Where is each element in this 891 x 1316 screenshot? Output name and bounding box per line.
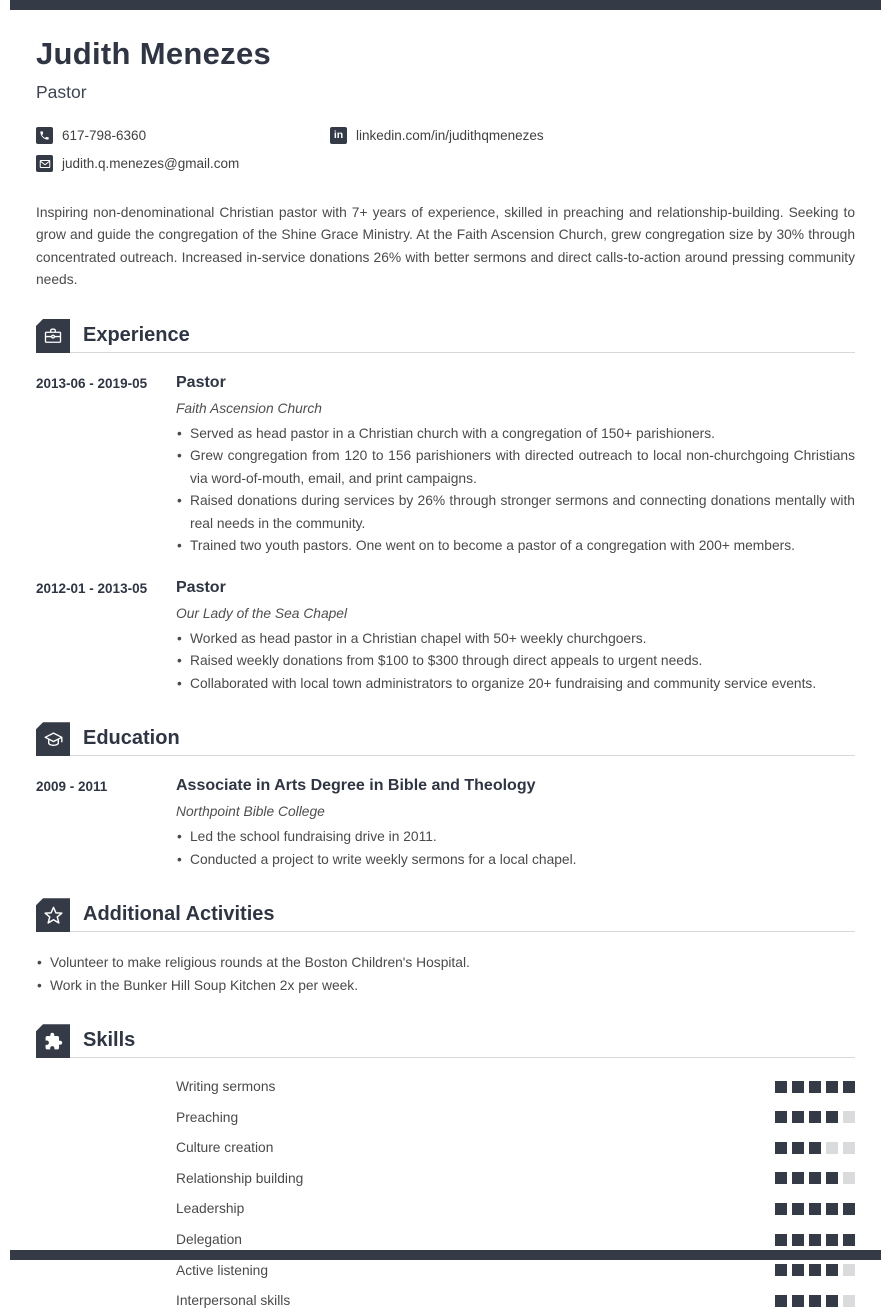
skill-row xyxy=(176,1132,855,1163)
skill-row xyxy=(176,1194,855,1225)
rating-square xyxy=(775,1142,787,1154)
skill-name: Culture creation xyxy=(176,1140,274,1156)
activities-bullet-list xyxy=(36,952,855,997)
skills-title: Skills xyxy=(83,1029,136,1052)
skill-row xyxy=(176,1285,855,1316)
rating-square xyxy=(792,1203,804,1215)
rating-square xyxy=(843,1111,855,1123)
section-experience xyxy=(36,319,855,695)
skill-rating xyxy=(775,1111,855,1123)
rating-square xyxy=(843,1081,855,1093)
skills-list xyxy=(176,1071,855,1316)
skill-rating xyxy=(775,1172,855,1184)
bullet-item: • Led the school fundraising drive in 2011. xyxy=(176,826,855,848)
experience-header xyxy=(36,319,855,353)
entry-dates: 2012-01 - 2013-05 xyxy=(36,580,148,596)
rating-square xyxy=(809,1142,821,1154)
rating-square xyxy=(809,1264,821,1276)
rating-square xyxy=(775,1111,787,1123)
rating-square xyxy=(792,1295,804,1307)
skill-rating xyxy=(775,1234,855,1246)
skill-rating xyxy=(775,1081,855,1093)
star-icon xyxy=(36,898,70,932)
bullet-item: • Conducted a project to write weekly sermons for a local chapel. xyxy=(176,849,855,871)
activities-title: Additional Activities xyxy=(83,903,275,926)
bullet-item: • Grew congregation from 120 to 156 parishioners with directed outreach to local non-churchgoing Christians via word-of-mouth, email, and print campaigns. xyxy=(176,445,855,490)
bullet-list xyxy=(176,826,855,871)
entry-body xyxy=(176,374,855,558)
skill-name: Delegation xyxy=(176,1232,242,1247)
bullet-item: • Collaborated with local town administrators to organize 20+ fundraising and community service events. xyxy=(176,673,855,695)
activities-title-row xyxy=(70,898,855,932)
bullet-item: • Volunteer to make religious rounds at the Boston Children's Hospital. xyxy=(36,952,855,974)
entry-dates: 2009 - 2011 xyxy=(36,779,108,795)
contact-phone xyxy=(36,127,330,144)
skill-name: Writing sermons xyxy=(176,1079,276,1095)
section-education xyxy=(36,722,855,871)
rating-square xyxy=(775,1234,787,1246)
rating-square xyxy=(809,1203,821,1215)
rating-square xyxy=(775,1264,787,1276)
bullet-item: • Worked as head pastor in a Christian chapel with 50+ weekly churchgoers. xyxy=(176,628,855,650)
rating-square xyxy=(809,1295,821,1307)
entry xyxy=(36,777,855,871)
contact-linkedin xyxy=(330,127,855,144)
contact-linkedin-text: linkedin.com/in/judithqmenezes xyxy=(356,128,544,143)
rating-square xyxy=(826,1295,838,1307)
skills-header xyxy=(36,1024,855,1058)
graduation-cap-icon xyxy=(36,722,70,756)
bullet-item: • Served as head pastor in a Christian church with a congregation of 150+ parishioners. xyxy=(176,423,855,445)
skill-rating xyxy=(775,1264,855,1276)
rating-square xyxy=(809,1081,821,1093)
entry-organization: Northpoint Bible College xyxy=(176,804,325,820)
rating-square xyxy=(792,1142,804,1154)
top-accent-bar xyxy=(10,0,881,10)
summary-text: Inspiring non-denominational Christian pastor with 7+ years of experience, skilled in preaching and relationship-building. Seeking to grow and guide the congregation of the Shine Grace Ministry. At the Faith Ascension Church, grew congregation size by 30% through concentrated outreach. Increased in-service donations 26% with better sermons and direct calls-to-action around pressing community needs. xyxy=(36,205,855,288)
rating-square xyxy=(792,1111,804,1123)
experience-title-row xyxy=(70,319,855,353)
entry xyxy=(36,374,855,558)
rating-square xyxy=(843,1142,855,1154)
person-name: Judith Menezes xyxy=(36,36,272,71)
education-title: Education xyxy=(83,727,180,750)
linkedin-icon: in xyxy=(330,127,347,144)
skills-title-row xyxy=(70,1024,855,1058)
entry-dates: 2013-06 - 2019-05 xyxy=(36,375,148,391)
rating-square xyxy=(826,1142,838,1154)
contact-email xyxy=(36,155,330,172)
rating-square xyxy=(775,1172,787,1184)
section-additional-activities xyxy=(36,898,855,997)
education-header xyxy=(36,722,855,756)
rating-square xyxy=(809,1234,821,1246)
rating-square xyxy=(775,1081,787,1093)
skill-row xyxy=(176,1102,855,1133)
entry-role: Pastor xyxy=(176,373,226,391)
phone-icon xyxy=(36,127,53,144)
entry-role: Associate in Arts Degree in Bible and Theology xyxy=(176,777,536,795)
puzzle-icon xyxy=(36,1024,70,1058)
skill-name: Relationship building xyxy=(176,1170,304,1186)
rating-square xyxy=(809,1111,821,1123)
resume-header xyxy=(36,0,855,172)
entry-role: Pastor xyxy=(176,578,226,596)
rating-square xyxy=(792,1172,804,1184)
rating-square xyxy=(809,1172,821,1184)
rating-square xyxy=(843,1234,855,1246)
section-skills xyxy=(36,1024,855,1316)
rating-square xyxy=(826,1234,838,1246)
rating-square xyxy=(826,1081,838,1093)
bullet-item: • Trained two youth pastors. One went on to become a pastor of a congregation with 200+ members. xyxy=(176,535,855,557)
bullet-list xyxy=(176,628,855,695)
entry-body xyxy=(176,777,855,871)
activities-header xyxy=(36,898,855,932)
briefcase-icon xyxy=(36,319,70,353)
bullet-list xyxy=(176,423,855,558)
skill-name: Active listening xyxy=(176,1262,269,1278)
skill-name: Interpersonal skills xyxy=(176,1293,291,1309)
entry-organization: Faith Ascension Church xyxy=(176,400,322,416)
bottom-accent-bar xyxy=(10,1250,881,1260)
rating-square xyxy=(843,1295,855,1307)
rating-square xyxy=(792,1234,804,1246)
rating-square xyxy=(843,1203,855,1215)
entry-organization: Our Lady of the Sea Chapel xyxy=(176,605,348,621)
experience-entries xyxy=(36,374,855,695)
contact-list xyxy=(36,127,855,172)
rating-square xyxy=(775,1203,787,1215)
rating-square xyxy=(792,1264,804,1276)
bullet-item: • Raised donations during services by 26% through stronger sermons and connecting donations mentally with real needs in the community. xyxy=(176,490,855,535)
rating-square xyxy=(826,1264,838,1276)
person-job-title: Pastor xyxy=(36,82,87,102)
skill-row xyxy=(176,1071,855,1102)
skill-name: Leadership xyxy=(176,1201,245,1217)
contact-phone-text: 617-798-6360 xyxy=(62,128,147,143)
rating-square xyxy=(792,1081,804,1093)
skill-row xyxy=(176,1163,855,1194)
education-entries xyxy=(36,777,855,871)
skill-rating xyxy=(775,1142,855,1154)
rating-square xyxy=(843,1172,855,1184)
education-title-row xyxy=(70,722,855,756)
skill-rating xyxy=(775,1203,855,1215)
rating-square xyxy=(775,1295,787,1307)
email-icon xyxy=(36,155,53,172)
rating-square xyxy=(826,1111,838,1123)
experience-title: Experience xyxy=(83,323,190,346)
rating-square xyxy=(826,1172,838,1184)
bullet-item: • Raised weekly donations from $100 to $300 through direct appeals to urgent needs. xyxy=(176,650,855,672)
bullet-item: • Work in the Bunker Hill Soup Kitchen 2x per week. xyxy=(36,975,855,997)
rating-square xyxy=(843,1264,855,1276)
contact-email-text: judith.q.menezes@gmail.com xyxy=(62,156,240,171)
skill-rating xyxy=(775,1295,855,1307)
entry xyxy=(36,579,855,695)
rating-square xyxy=(826,1203,838,1215)
skill-name: Preaching xyxy=(176,1109,239,1125)
entry-body xyxy=(176,579,855,695)
